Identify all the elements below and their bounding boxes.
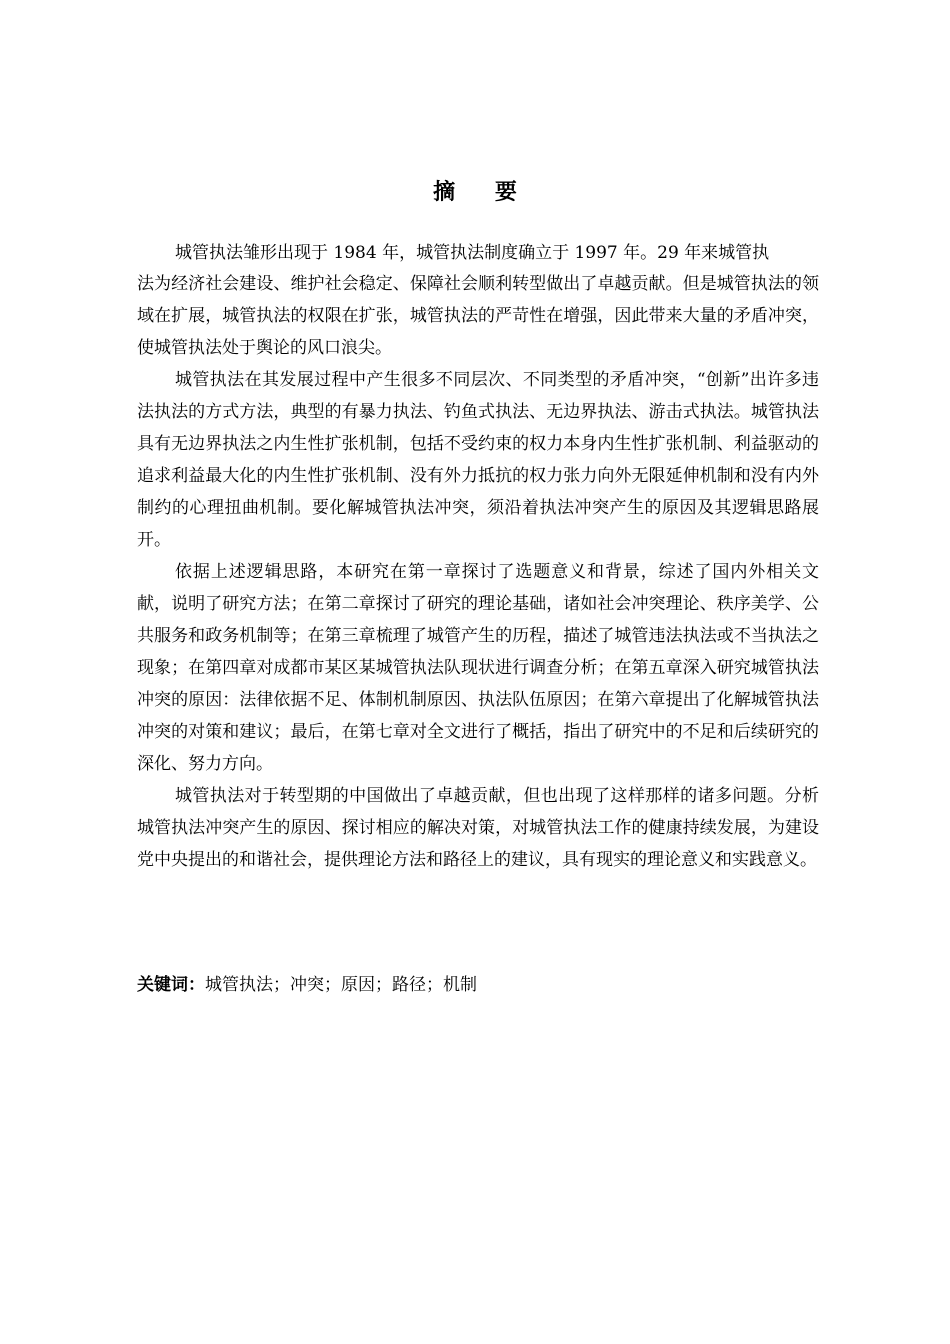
abstract-paragraph-1-line-1: 城管执法雏形出现于 1984 年，城管执法制度确立于 1997 年。29 年来城管执 [175,243,770,263]
abstract-body [137,238,819,876]
abstract-title: 摘 要 [433,179,533,205]
abstract-paragraph-4: 城管执法对于转型期的中国做出了卓越贡献，但也出现了这样那样的诸多问题。分析城管执法冲突产生的原因、探讨相应的解决对策，对城管执法工作的健康持续发展，为建设党中央提出的和谐社会，提供理论方法和路径上的建议，具有现实的理论意义和实践意义。 [137,786,819,870]
abstract-paragraph-2: 城管执法在其发展过程中产生很多不同层次、不同类型的矛盾冲突，“创新”出许多违法执法的方式方法，典型的有暴力执法、钓鱼式执法、无边界执法、游击式执法。城管执法具有无边界执法之内生性扩张机制，包括不受约束的权力本身内生性扩张机制、利益驱动的追求利益最大化的内生性扩张机制、没有外力抵抗的权力张力向外无限延伸机制和没有内外制约的心理扭曲机制。要化解城管执法冲突，须沿着执法冲突产生的原因及其逻辑思路展开。 [137,370,819,550]
keywords-value: 城管执法；冲突；原因；路径；机制 [205,975,477,995]
keywords-label: 关键词： [137,975,205,995]
abstract-paragraph-3: 依据上述逻辑思路，本研究在第一章探讨了选题意义和背景，综述了国内外相关文献，说明了研究方法；在第二章探讨了研究的理论基础，诸如社会冲突理论、秩序美学、公共服务和政务机制等；在第三章梳理了城管产生的历程，描述了城管违法执法或不当执法之现象；在第四章对成都市某区某城管执法队现状进行调查分析；在第五章深入研究城管执法冲突的原因：法律依据不足、体制机制原因、执法队伍原因；在第六章提出了化解城管执法冲突的对策和建议；最后，在第七章对全文进行了概括，指出了研究中的不足和后续研究的深化、努力方向。 [137,562,819,774]
keywords-line [137,970,477,1000]
abstract-paragraph-1-continuation: 法为经济社会建设、维护社会稳定、保障社会顺利转型做出了卓越贡献。但是城管执法的领域在扩展，城管执法的权限在扩张，城管执法的严苛性在增强，因此带来大量的矛盾冲突，使城管执法处于舆论的风口浪尖。 [137,274,819,358]
